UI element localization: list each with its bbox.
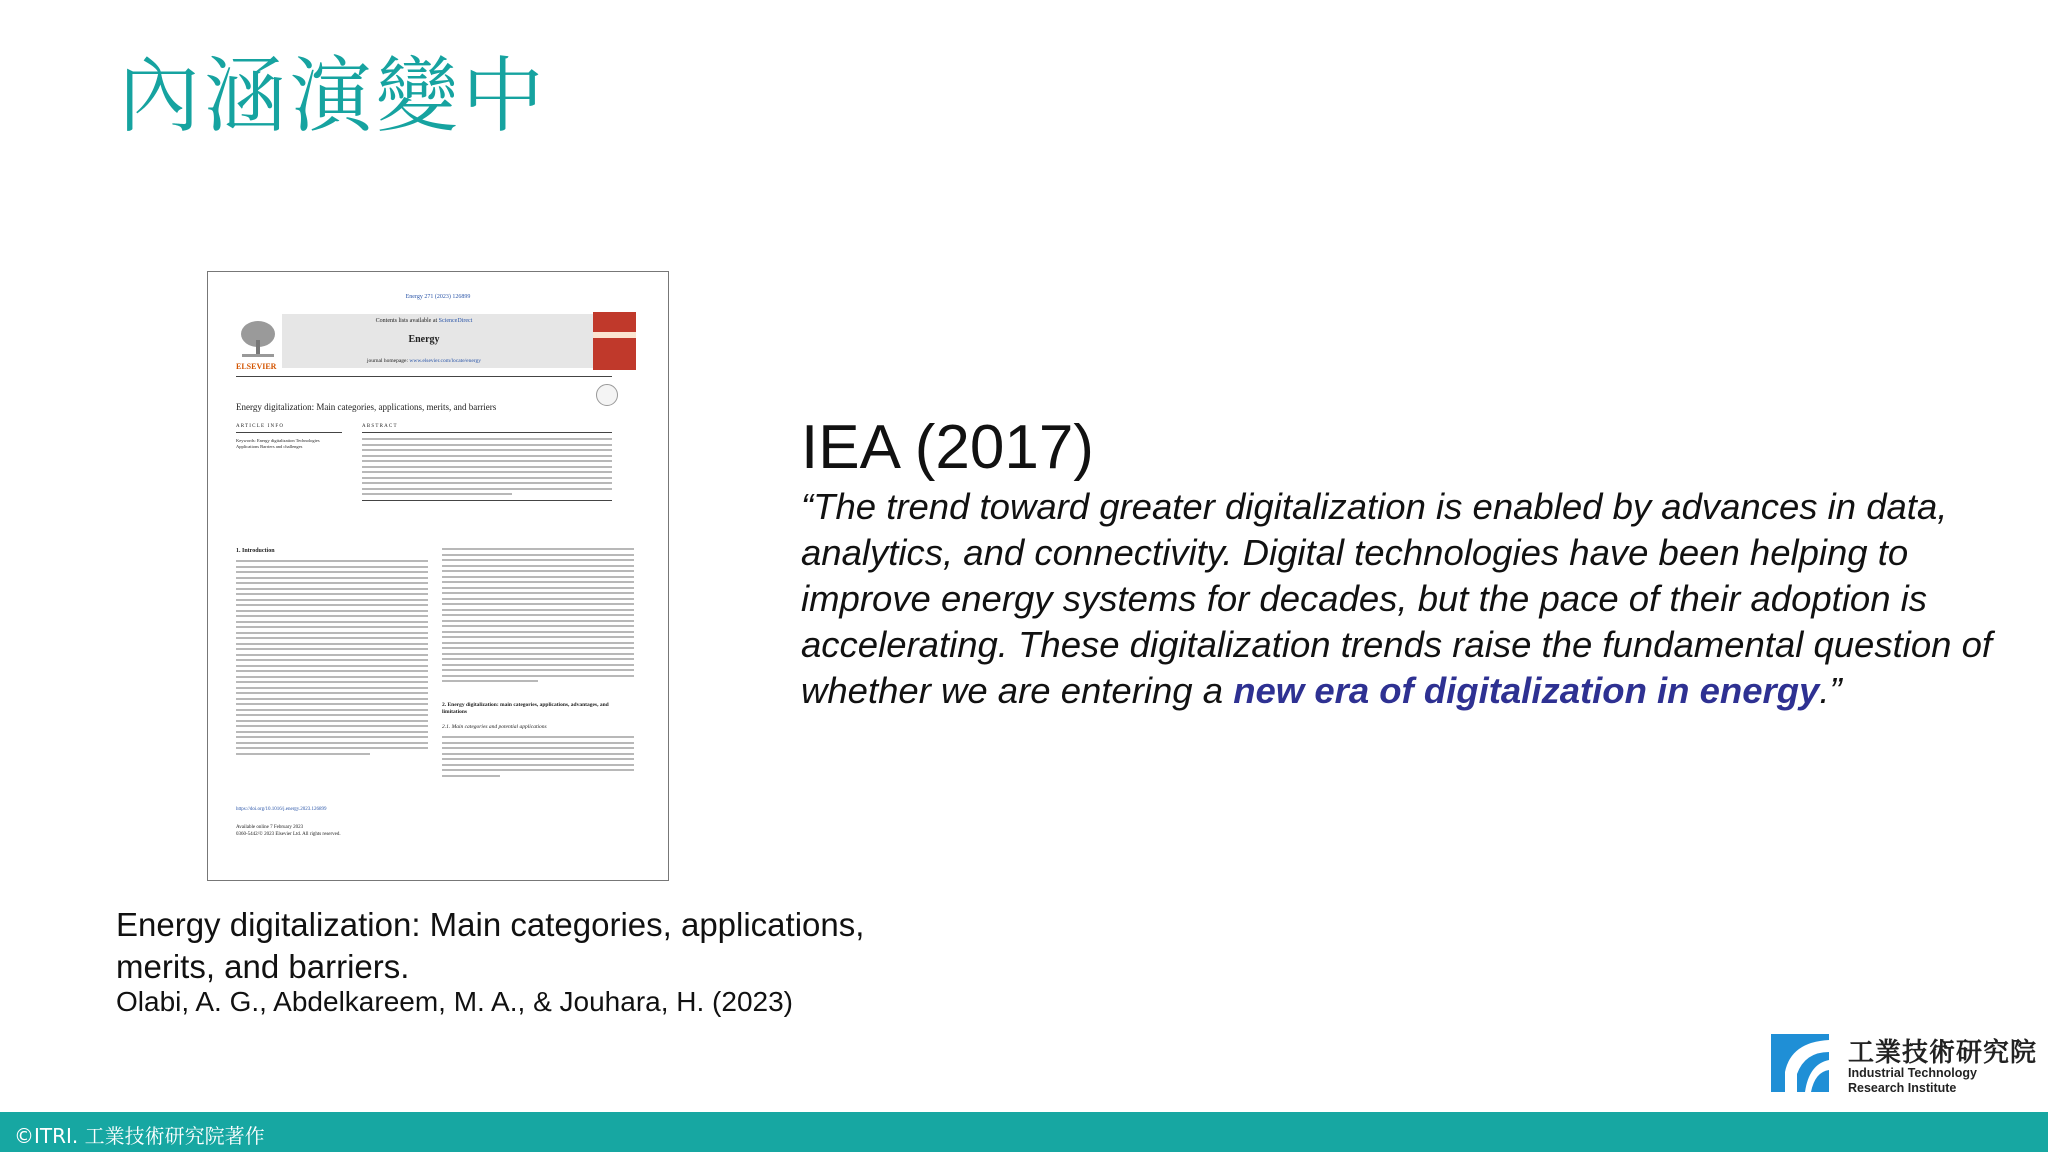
footer-copyright: ©ITRI. 工業技術研究院著作 — [14, 1124, 265, 1148]
paper-intro-heading: 1. Introduction — [236, 548, 275, 554]
divider — [236, 376, 612, 377]
journal-cover-image — [593, 312, 636, 370]
paper-section2-heading: 2. Energy digitalization: main categories, applications, advantages, and limitations — [442, 702, 609, 715]
quote-text-before: “The trend toward greater digitalization is enabled by advances in data, analytics, and connectivity. Digital technologies have been helping to improve energy systems for decades, but the pace of their adoption is accelerating. These digitalization trends raise the fundamental question of whether we are entering a — [801, 486, 1993, 711]
elsevier-tree-logo — [236, 314, 282, 368]
paper-doi-line: Energy 271 (2023) 126899 — [405, 294, 471, 300]
itri-logo-icon — [1771, 1034, 1829, 1092]
paper-homepage-line — [236, 358, 612, 364]
quote-text-after: .” — [1819, 670, 1842, 711]
paper-article-info-label: ARTICLE INFO — [236, 424, 285, 429]
slide-title: 內涵演變中 — [118, 49, 549, 144]
paper-keywords: Keywords: Energy digitalization Technologies Applications Barriers and challenges — [236, 438, 320, 449]
paper-abstract-text — [362, 438, 612, 499]
paper-footer-info — [236, 824, 341, 838]
paper-column-left-text — [236, 560, 428, 758]
paper-footer-doi: https://doi.org/10.1016/j.energy.2023.126899 — [236, 807, 327, 812]
paper-contents-link: ScienceDirect — [438, 318, 473, 324]
paper-column-right-text — [442, 548, 634, 686]
paper-article-title: Energy digitalization: Main categories, applications, merits, and barriers — [236, 402, 497, 412]
paper-caption-authors: Olabi, A. G., Abdelkareem, M. A., & Jouhara, H. (2023) — [116, 986, 793, 1017]
itri-name-en-line1: Industrial Technology — [1848, 1066, 1977, 1080]
paper-homepage-link: www.elsevier.com/locate/energy — [409, 358, 482, 364]
divider — [362, 500, 612, 501]
quote-text — [801, 484, 2001, 714]
paper-abstract-label: ABSTRACT — [362, 424, 398, 429]
itri-name-zh: 工業技術研究院 — [1848, 1038, 2038, 1068]
itri-name-en-line2: Research Institute — [1848, 1081, 1957, 1095]
divider — [362, 432, 612, 433]
paper-journal-header — [236, 314, 612, 368]
paper-publisher: ELSEVIER — [236, 362, 277, 371]
quote-highlight: new era of digitalization in energy — [1233, 670, 1820, 711]
paper-thumbnail — [207, 271, 669, 881]
paper-section21-heading: 2.1. Main categories and potential applications — [442, 724, 547, 730]
footer-bar — [0, 1112, 2048, 1152]
paper-footer-available: Available online 7 February 2023 — [236, 825, 304, 830]
paper-caption-title: Energy digitalization: Main categories, applications, merits, and barriers. — [116, 906, 865, 985]
quote-heading: IEA (2017) — [801, 413, 1094, 482]
paper-section2-text — [442, 736, 634, 780]
paper-journal-name: Energy — [408, 334, 440, 345]
paper-homepage-prefix: journal homepage: — [366, 358, 410, 364]
paper-footer-issn: 0360-5442/© 2023 Elsevier Ltd. All rights reserved. — [236, 832, 341, 837]
crossmark-icon — [596, 384, 618, 406]
divider — [236, 432, 342, 433]
itri-name-en — [1848, 1066, 1977, 1096]
paper-contents-line — [236, 318, 612, 324]
paper-contents-prefix: Contents lists available at — [375, 318, 439, 324]
